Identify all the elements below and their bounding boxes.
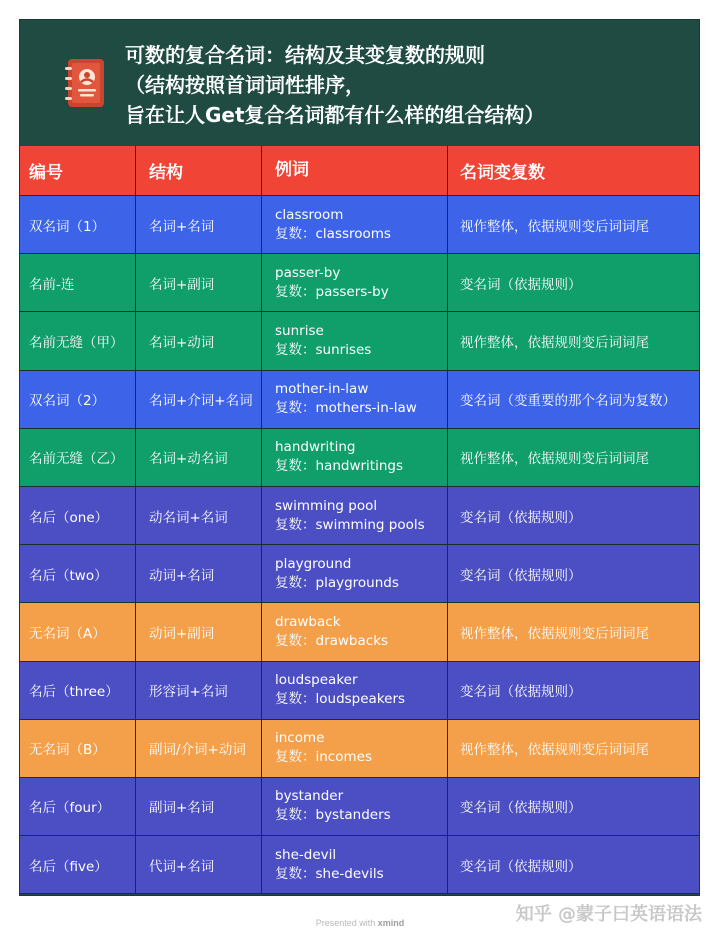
row-structure: 动词+名词 (149, 567, 215, 584)
cell-rule (448, 312, 699, 370)
table-row (20, 371, 699, 429)
cell-rule (448, 720, 699, 778)
cell-rule (448, 778, 699, 836)
example-word: income (275, 730, 325, 747)
cell-structure (136, 545, 262, 603)
cell-structure (136, 836, 262, 894)
plural-rule: 变名词（依据规则） (460, 858, 582, 875)
plural-rule: 变名词（变重要的那个名词为复数） (460, 393, 676, 410)
row-id: 名后（four） (29, 800, 111, 817)
watermark: 知乎 @蒙子曰英语语法 (515, 904, 702, 925)
page-title (125, 40, 685, 130)
mindmap-card (19, 19, 700, 896)
cell-rule (448, 371, 699, 429)
row-id: 无名词（A） (29, 625, 106, 642)
column-header-plural-rule: 名词变复数 (448, 146, 699, 196)
plural-rule: 视作整体，依据规则变后词词尾 (460, 625, 649, 642)
plural-rule: 变名词（依据规则） (460, 567, 582, 584)
row-structure: 副词+名词 (149, 800, 215, 817)
contact-book-icon (64, 57, 108, 109)
example-word: loudspeaker (275, 672, 358, 689)
cell-rule (448, 836, 699, 894)
cell-id (20, 662, 136, 720)
cell-example (262, 720, 448, 778)
example-word: bystander (275, 788, 344, 805)
cell-example (262, 487, 448, 545)
cell-rule (448, 487, 699, 545)
plural-rule: 变名词（依据规则） (460, 800, 582, 817)
row-id: 无名词（B） (29, 742, 106, 759)
table-row (20, 254, 699, 312)
plural-form: 复数：swimming pools (275, 516, 425, 533)
title-line: （结构按照首词词性排序， (125, 73, 365, 97)
cell-structure (136, 720, 262, 778)
cell-example (262, 429, 448, 487)
cell-example (262, 603, 448, 661)
title-line: 旨在让人Get复合名词都有什么样的组合结构） (125, 103, 545, 127)
column-header-example: 例词 (262, 146, 448, 196)
cell-structure (136, 429, 262, 487)
cell-example (262, 778, 448, 836)
row-structure: 名词+动词 (149, 334, 215, 351)
cell-id (20, 371, 136, 429)
cell-id (20, 254, 136, 312)
table-row (20, 312, 699, 370)
cell-structure (136, 312, 262, 370)
cell-structure (136, 487, 262, 545)
column-header-id: 编号 (20, 146, 136, 196)
cell-structure (136, 662, 262, 720)
cell-example (262, 545, 448, 603)
cell-structure (136, 603, 262, 661)
table-row (20, 778, 699, 836)
plural-rule: 视作整体，依据规则变后词词尾 (460, 218, 649, 235)
column-header-structure: 结构 (136, 146, 262, 196)
plural-form: 复数：handwritings (275, 458, 403, 475)
table-header-row (20, 146, 699, 196)
plural-rule: 变名词（依据规则） (460, 684, 582, 701)
title-line: 可数的复合名词：结构及其变复数的规则 (125, 43, 485, 67)
row-id: 名后（one） (29, 509, 109, 526)
row-id: 名后（three） (29, 684, 119, 701)
table-row (20, 603, 699, 661)
presented-with-text: Presented with (315, 918, 376, 928)
example-word: handwriting (275, 439, 356, 456)
rules-table (20, 146, 699, 894)
example-word: sunrise (275, 322, 324, 339)
cell-rule (448, 196, 699, 254)
plural-form: 复数：drawbacks (275, 632, 389, 649)
row-structure: 动名词+名词 (149, 509, 228, 526)
table-row (20, 662, 699, 720)
plural-form: 复数：classrooms (275, 225, 391, 242)
example-word: classroom (275, 206, 344, 223)
cell-structure (136, 371, 262, 429)
row-id: 双名词（1） (29, 218, 106, 235)
row-structure: 名词+名词 (149, 218, 215, 235)
row-structure: 动词+副词 (149, 625, 215, 642)
cell-id (20, 312, 136, 370)
row-structure: 名词+副词 (149, 276, 215, 293)
cell-example (262, 371, 448, 429)
row-structure: 形容词+名词 (149, 684, 228, 701)
cell-rule (448, 603, 699, 661)
example-word: she-devil (275, 846, 337, 863)
row-structure: 名词+介词+名词 (149, 393, 253, 410)
cell-example (262, 254, 448, 312)
cell-rule (448, 254, 699, 312)
row-structure: 名词+动名词 (149, 451, 228, 468)
table-row (20, 487, 699, 545)
example-word: drawback (275, 613, 341, 630)
plural-rule: 视作整体，依据规则变后词词尾 (460, 451, 649, 468)
plural-form: 复数：playgrounds (275, 574, 399, 591)
cell-example (262, 836, 448, 894)
cell-structure (136, 196, 262, 254)
table-row (20, 720, 699, 778)
row-structure: 副词/介词+动词 (149, 742, 246, 759)
cell-example (262, 196, 448, 254)
plural-rule: 变名词（依据规则） (460, 276, 582, 293)
example-word: mother-in-law (275, 381, 369, 398)
plural-form: 复数：mothers-in-law (275, 400, 417, 417)
table-row (20, 429, 699, 487)
plural-rule: 视作整体，依据规则变后词词尾 (460, 334, 649, 351)
row-structure: 代词+名词 (149, 858, 215, 875)
cell-example (262, 312, 448, 370)
cell-structure (136, 254, 262, 312)
plural-form: 复数：incomes (275, 749, 372, 766)
cell-id (20, 429, 136, 487)
plural-form: 复数：passers-by (275, 283, 389, 300)
header (20, 20, 699, 146)
cell-id (20, 603, 136, 661)
row-id: 双名词（2） (29, 393, 106, 410)
cell-id (20, 487, 136, 545)
row-id: 名前-连 (29, 276, 75, 293)
table-row (20, 836, 699, 894)
xmind-brand: xmind (377, 918, 405, 928)
example-word: swimming pool (275, 497, 378, 514)
table-row (20, 545, 699, 603)
row-id: 名后（five） (29, 858, 108, 875)
plural-form: 复数：bystanders (275, 807, 391, 824)
cell-id (20, 545, 136, 603)
cell-rule (448, 429, 699, 487)
plural-form: 复数：loudspeakers (275, 691, 406, 708)
cell-id (20, 836, 136, 894)
plural-form: 复数：she-devils (275, 865, 384, 882)
example-word: passer-by (275, 264, 341, 281)
table-row (20, 196, 699, 254)
example-word: playground (275, 555, 352, 572)
cell-id (20, 778, 136, 836)
plural-rule: 视作整体，依据规则变后词词尾 (460, 742, 649, 759)
cell-rule (448, 545, 699, 603)
cell-id (20, 196, 136, 254)
plural-rule: 变名词（依据规则） (460, 509, 582, 526)
row-id: 名前无缝（甲） (29, 334, 124, 351)
cell-id (20, 720, 136, 778)
cell-rule (448, 662, 699, 720)
row-id: 名前无缝（乙） (29, 451, 124, 468)
cell-example (262, 662, 448, 720)
cell-structure (136, 778, 262, 836)
plural-form: 复数：sunrises (275, 341, 372, 358)
row-id: 名后（two） (29, 567, 108, 584)
table-body (20, 196, 699, 894)
